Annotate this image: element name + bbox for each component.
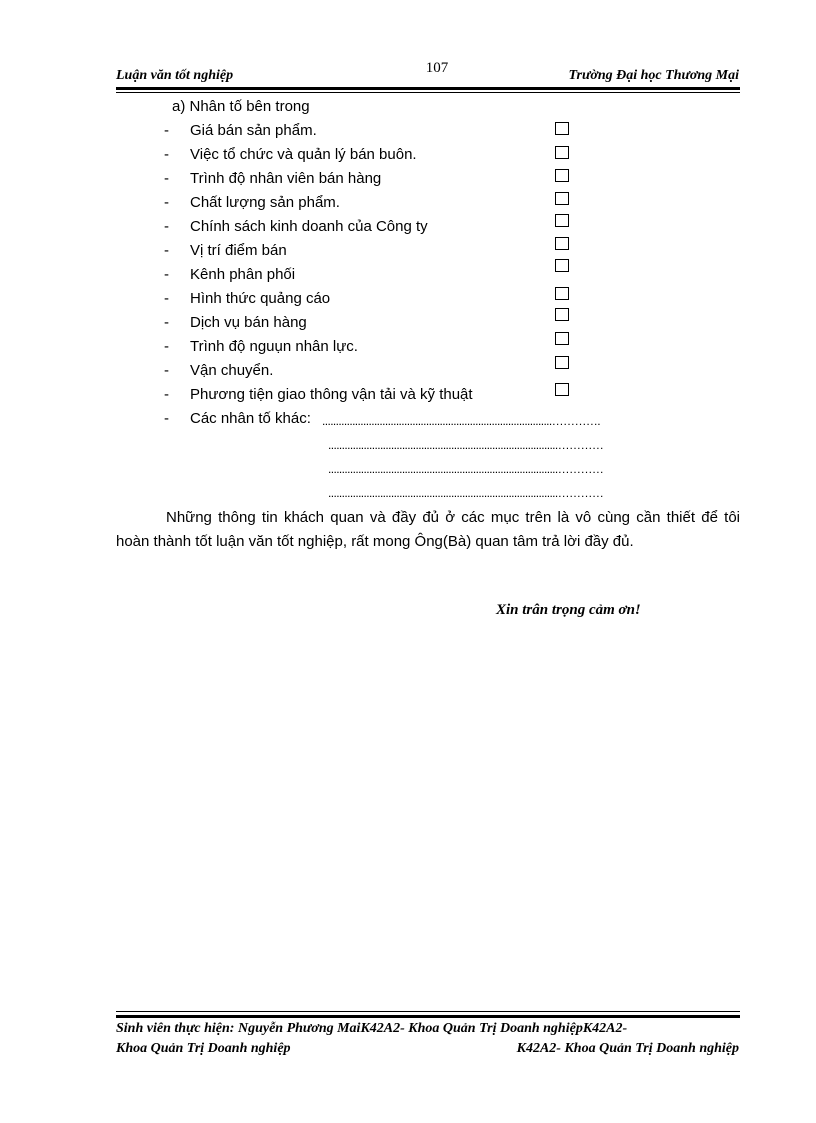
bullet-dash: -	[164, 146, 169, 163]
checkbox[interactable]	[555, 308, 569, 321]
bullet-dash: -	[164, 386, 169, 403]
bullet-dash: -	[164, 194, 169, 211]
footer-rule-thin	[116, 1011, 740, 1012]
page-number: 107	[425, 60, 449, 76]
bullet-dash: -	[164, 218, 169, 235]
checkbox[interactable]	[555, 356, 569, 369]
checkbox[interactable]	[555, 122, 569, 135]
footer-rule	[116, 1015, 740, 1018]
list-item	[164, 338, 358, 355]
header-left-title: Luận văn tốt nghiệp	[116, 68, 234, 83]
list-item-label: Hình thức quảng cáo	[190, 290, 331, 307]
footer-line-2-left: Khoa Quản Trị Doanh nghiệp	[116, 1041, 291, 1056]
list-item-label: Dịch vụ bán hàng	[190, 314, 307, 331]
bullet-dash: -	[164, 362, 169, 379]
bullet-dash: -	[164, 290, 169, 307]
checkbox[interactable]	[555, 332, 569, 345]
list-item	[164, 218, 428, 235]
list-item	[164, 290, 330, 307]
list-item-label: Phương tiện giao thông vận tải và kỹ thuật	[190, 386, 473, 403]
list-item-label: Kênh phân phối	[190, 266, 296, 283]
checkbox[interactable]	[555, 287, 569, 300]
list-item-label: Vận chuyển.	[190, 362, 274, 379]
body-paragraph: Những thông tin khách quan và đầy đủ ở các mục trên là vô cùng cần thiết để tôi hoàn thành tốt luận văn tốt nghiệp, rất mong Ông(Bà) quan tâm trả lời đầy đủ.	[116, 509, 740, 550]
checkbox[interactable]	[555, 169, 569, 182]
list-item	[164, 362, 273, 379]
list-item-label: Vị trí điểm bán	[190, 242, 287, 259]
checkbox[interactable]	[555, 146, 569, 159]
dotted-answer-line[interactable]: ....................................................................................…………	[328, 438, 604, 452]
footer-line-1: Sinh viên thực hiện: Nguyễn Phương MaiK42A2- Khoa Quản Trị Doanh nghiệpK42A2-	[116, 1021, 628, 1036]
section-heading: a) Nhân tố bên trong	[172, 98, 310, 115]
bullet-dash: -	[164, 410, 169, 427]
footer-line-2-right: K42A2- Khoa Quản Trị Doanh nghiệp	[516, 1041, 739, 1056]
list-item	[164, 242, 287, 259]
bullet-dash: -	[164, 314, 169, 331]
list-item-label: Các nhân tố khác:	[190, 410, 311, 427]
bullet-dash: -	[164, 170, 169, 187]
dotted-answer-line[interactable]: ....................................................................................…………	[328, 462, 604, 476]
bullet-dash: -	[164, 266, 169, 283]
header-right-title: Trường Đại học Thương Mại	[568, 68, 739, 83]
list-item-label: Trình độ nhân viên bán hàng	[190, 170, 382, 187]
header-rule	[116, 87, 740, 90]
list-item-label: Việc tổ chức và quản lý bán buôn.	[190, 146, 417, 163]
list-item	[164, 266, 295, 283]
bullet-dash: -	[164, 122, 169, 139]
list-item	[164, 410, 311, 427]
checkbox[interactable]	[555, 214, 569, 227]
list-item-label: Chất lượng sản phẩm.	[190, 194, 340, 211]
checkbox[interactable]	[555, 383, 569, 396]
bullet-dash: -	[164, 242, 169, 259]
list-item	[164, 170, 381, 187]
list-item	[164, 386, 473, 403]
list-item	[164, 194, 340, 211]
list-item-label: Chính sách kinh doanh của Công ty	[190, 218, 428, 235]
checkbox[interactable]	[555, 192, 569, 205]
checkbox[interactable]	[555, 237, 569, 250]
header-rule-thin	[116, 92, 740, 93]
list-item-label: Giá bán sản phẩm.	[190, 122, 317, 139]
list-item	[164, 146, 417, 163]
checkbox[interactable]	[555, 259, 569, 272]
list-item	[164, 122, 317, 139]
list-item	[164, 314, 307, 331]
bullet-dash: -	[164, 338, 169, 355]
closing-text: Xin trân trọng cảm ơn!	[496, 602, 641, 618]
list-item-label: Trình độ nguụn nhân lực.	[190, 338, 358, 355]
dotted-answer-line[interactable]: ....................................................................................………….	[322, 414, 600, 428]
dotted-answer-line[interactable]: ....................................................................................…………	[328, 486, 604, 500]
